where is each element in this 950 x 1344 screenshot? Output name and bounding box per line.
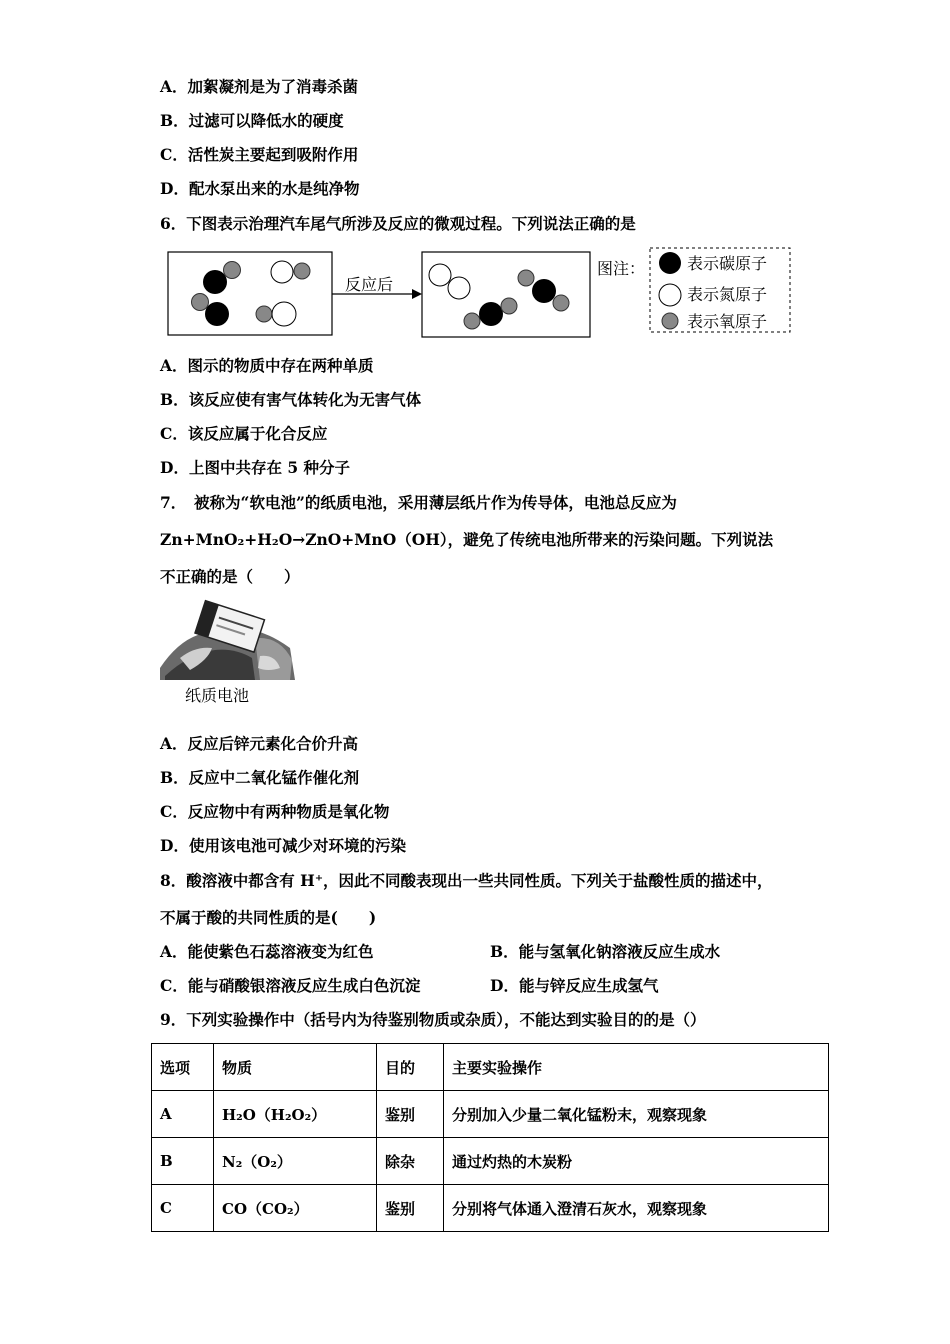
cell-operation: 分别将气体通入澄清石灰水，观察现象 <box>444 1185 829 1232</box>
carbon-atom-icon <box>659 252 681 274</box>
q8-stem-line2: 不属于酸的共同性质的是( ) <box>160 908 377 927</box>
header-substance: 物质 <box>214 1044 377 1091</box>
legend-oxygen: 表示氧原子 <box>687 312 768 331</box>
paper-battery-photo <box>160 598 295 680</box>
cell-purpose: 除杂 <box>377 1138 444 1185</box>
q6-option-a: A．图示的物质中存在两种单质 <box>160 356 374 375</box>
cell-substance: N₂（O₂） <box>214 1138 377 1185</box>
oxygen-atom-icon <box>662 313 678 329</box>
table-header-row <box>152 1044 829 1091</box>
q6-stem: 6．下图表示治理汽车尾气所涉及反应的微观过程。下列说法正确的是 <box>160 214 636 233</box>
arrow-label: 反应后 <box>345 275 394 294</box>
cell-substance: H₂O（H₂O₂） <box>214 1091 377 1138</box>
q7-stem-line3: 不正确的是（ ） <box>160 567 300 586</box>
q8-stem-line1: 8．酸溶液中都含有 H⁺，因此不同酸表现出一些共同性质。下列关于盐酸性质的描述中， <box>160 871 773 890</box>
cell-option: A <box>152 1091 214 1138</box>
header-operation: 主要实验操作 <box>444 1044 829 1091</box>
cell-option: C <box>152 1185 214 1232</box>
legend-title: 图注： <box>597 259 646 278</box>
cell-operation: 通过灼热的木炭粉 <box>444 1138 829 1185</box>
q6-option-d: D．上图中共存在 5 种分子 <box>160 458 351 477</box>
nitrogen-atom-icon <box>659 284 681 306</box>
q7-option-a: A．反应后锌元素化合价升高 <box>160 734 359 753</box>
q6-reaction-diagram <box>160 244 800 344</box>
q6-option-c: C．该反应属于化合反应 <box>160 424 328 443</box>
q8-option-d: D．能与锌反应生成氢气 <box>490 976 659 995</box>
q7-stem-line1: 7． 被称为“软电池”的纸质电池，采用薄层纸片作为传导体，电池总反应为 <box>160 493 677 512</box>
q5-option-a: A．加絮凝剂是为了消毒杀菌 <box>160 77 359 96</box>
cell-operation: 分别加入少量二氧化锰粉末，观察现象 <box>444 1091 829 1138</box>
legend-carbon: 表示碳原子 <box>687 254 768 273</box>
q5-option-b: B．过滤可以降低水的硬度 <box>160 111 344 130</box>
q7-option-d: D．使用该电池可减少对环境的污染 <box>160 836 406 855</box>
q8-option-b: B．能与氢氧化钠溶液反应生成水 <box>490 942 721 961</box>
header-purpose: 目的 <box>377 1044 444 1091</box>
cell-purpose: 鉴别 <box>377 1185 444 1232</box>
table-row <box>152 1185 829 1232</box>
header-option: 选项 <box>152 1044 214 1091</box>
q7-option-b: B．反应中二氧化锰作催化剂 <box>160 768 360 787</box>
q6-option-b: B．该反应使有害气体转化为无害气体 <box>160 390 422 409</box>
cell-purpose: 鉴别 <box>377 1091 444 1138</box>
q5-option-c: C．活性炭主要起到吸附作用 <box>160 145 359 164</box>
q5-option-d: D．配水泵出来的水是纯净物 <box>160 179 360 198</box>
table-row <box>152 1138 829 1185</box>
legend-nitrogen: 表示氮原子 <box>687 285 768 304</box>
q7-option-c: C．反应物中有两种物质是氧化物 <box>160 802 390 821</box>
q8-option-a: A．能使紫色石蕊溶液变为红色 <box>160 942 374 961</box>
experiment-table <box>151 1043 829 1232</box>
q7-stem-line2: Zn+MnO₂+H₂O→ZnO+MnO（OH），避免了传统电池所带来的污染问题。下列说法 <box>160 530 774 549</box>
q8-option-c: C．能与硝酸银溶液反应生成白色沉淀 <box>160 976 421 995</box>
table-row <box>152 1091 829 1138</box>
photo-caption: 纸质电池 <box>185 686 250 705</box>
cell-substance: CO（CO₂） <box>214 1185 377 1232</box>
q9-stem: 9．下列实验操作中（括号内为待鉴别物质或杂质），不能达到实验目的的是（） <box>160 1010 706 1029</box>
cell-option: B <box>152 1138 214 1185</box>
product-box <box>422 252 590 337</box>
